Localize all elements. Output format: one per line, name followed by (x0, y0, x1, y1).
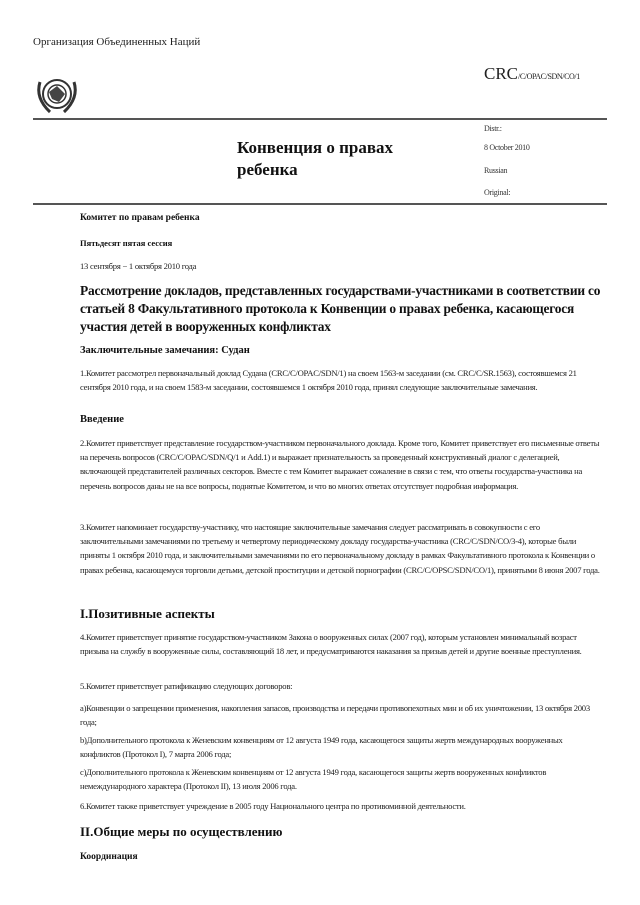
document-title: Конвенция о правах ребенка (237, 138, 394, 179)
session-dates: 13 сентября − 1 октября 2010 года (80, 261, 197, 271)
title-divider (33, 203, 607, 205)
distr-label: Distr.: (484, 124, 502, 133)
section-2-heading: II.Общие меры по осуществлению (80, 824, 283, 839)
section-1-heading: I.Позитивные аспекты (80, 606, 215, 621)
paragraph-5a: a)Конвенции о запрещении применения, накопления запасов, производства и передачи противопехотных мин и об их уничтожении, 13 октября 2003 года; (80, 703, 590, 728)
paragraph-5c: c)Дополнительного протокола к Женевским конвенциям от 12 августа 1949 года, касающегося защиты жертв вооруженных конфликтов немеждународного характера (Протокол II), 13 июля 2006 года. (80, 767, 547, 792)
document-date: 8 October 2010 (484, 143, 530, 152)
paragraph-2: 2.Комитет приветствует представление государством-участником первоначального доклада. Кроме того, Комитет приветствует его письменные ответы на перечень вопросов (CRC/C/OPAC/SDN/Q/1 и Add.1) и выражает признательность за проведенный конструктивный диалог с делегацией, включающей представителей различных секторов. Вместе с тем Комитет выражает сожаление в связи с тем, что ответы государства-участника на перечень вопросов даны не на все вопросы, поднятые Комитетом, и что во многих ответах отсутствует подробная информация. (80, 438, 600, 491)
main-heading: Рассмотрение докладов, представленных государствами-участниками в соответствии со статьей 8 Факультативного протокола к Конвенции о правах ребенка, касающегося участия детей в вооруженных конфликтах (80, 283, 601, 334)
paragraph-5b: b)Дополнительного протокола к Женевским конвенциям от 12 августа 1949 года, касающегося защиты жертв международных вооруженных конфликтов (Протокол I), 7 марта 2006 года; (80, 735, 563, 760)
paragraph-1: 1.Комитет рассмотрел первоначальный доклад Судана (CRC/C/OPAC/SDN/1) на своем 1563-м заседании (см. CRC/C/SR.1563), состоявшемся 21 сентября 2010 года, и на своем 1583-м заседании, состоявшемся 1 октября 2010 года, принял следующие заключительные замечания. (80, 368, 577, 393)
session-name: Пятьдесят пятая сессия (80, 238, 173, 248)
paragraph-5: 5.Комитет приветствует ратификацию следующих договоров: (80, 681, 293, 691)
un-emblem-logo (32, 72, 82, 120)
subheading: Заключительные замечания: Судан (80, 345, 250, 356)
intro-heading: Введение (80, 414, 124, 425)
coordination-heading: Координация (80, 852, 138, 862)
document-language: Russian (484, 166, 508, 175)
paragraph-3: 3.Комитет напоминает государству-участнику, что настоящие заключительные замечания следует рассматривать в совокупности с его заключительными замечаниями по третьему и четвертому периодическому докладу государства-участника (CRC/C/SDN/CO/3-4), которые были приняты 1 октября 2010 года, и заключительными замечаниями по его первоначальному докладу в рамках Факультативного протокола к Конвенции о правах ребенка, касающемуся торговли детьми, детской проституции и детской порнографии (CRC/C/OPSC/SDN/CO/1), принятыми 8 июня 2007 года. (80, 522, 600, 575)
document-symbol (484, 64, 580, 84)
original-label: Original: (484, 188, 511, 197)
header-divider (33, 118, 607, 120)
paragraph-6: 6.Комитет также приветствует учреждение в 2005 году Национального центра по противоминной деятельности. (80, 801, 466, 811)
paragraph-4: 4.Комитет приветствует принятие государством-участником Закона о вооруженных силах (2007 год), которым установлен минимальный возраст призыва на службу в вооруженные силы, составляющий 18 лет, и предусматриваются наказания за призыв детей и другие военные преступления. (80, 632, 582, 657)
symbol-main: CRC (484, 64, 519, 83)
symbol-sub: /C/OPAC/SDN/CO/1 (518, 72, 580, 81)
committee-name: Комитет по правам ребенка (80, 213, 200, 223)
org-name: Организация Объединенных Наций (33, 36, 201, 48)
